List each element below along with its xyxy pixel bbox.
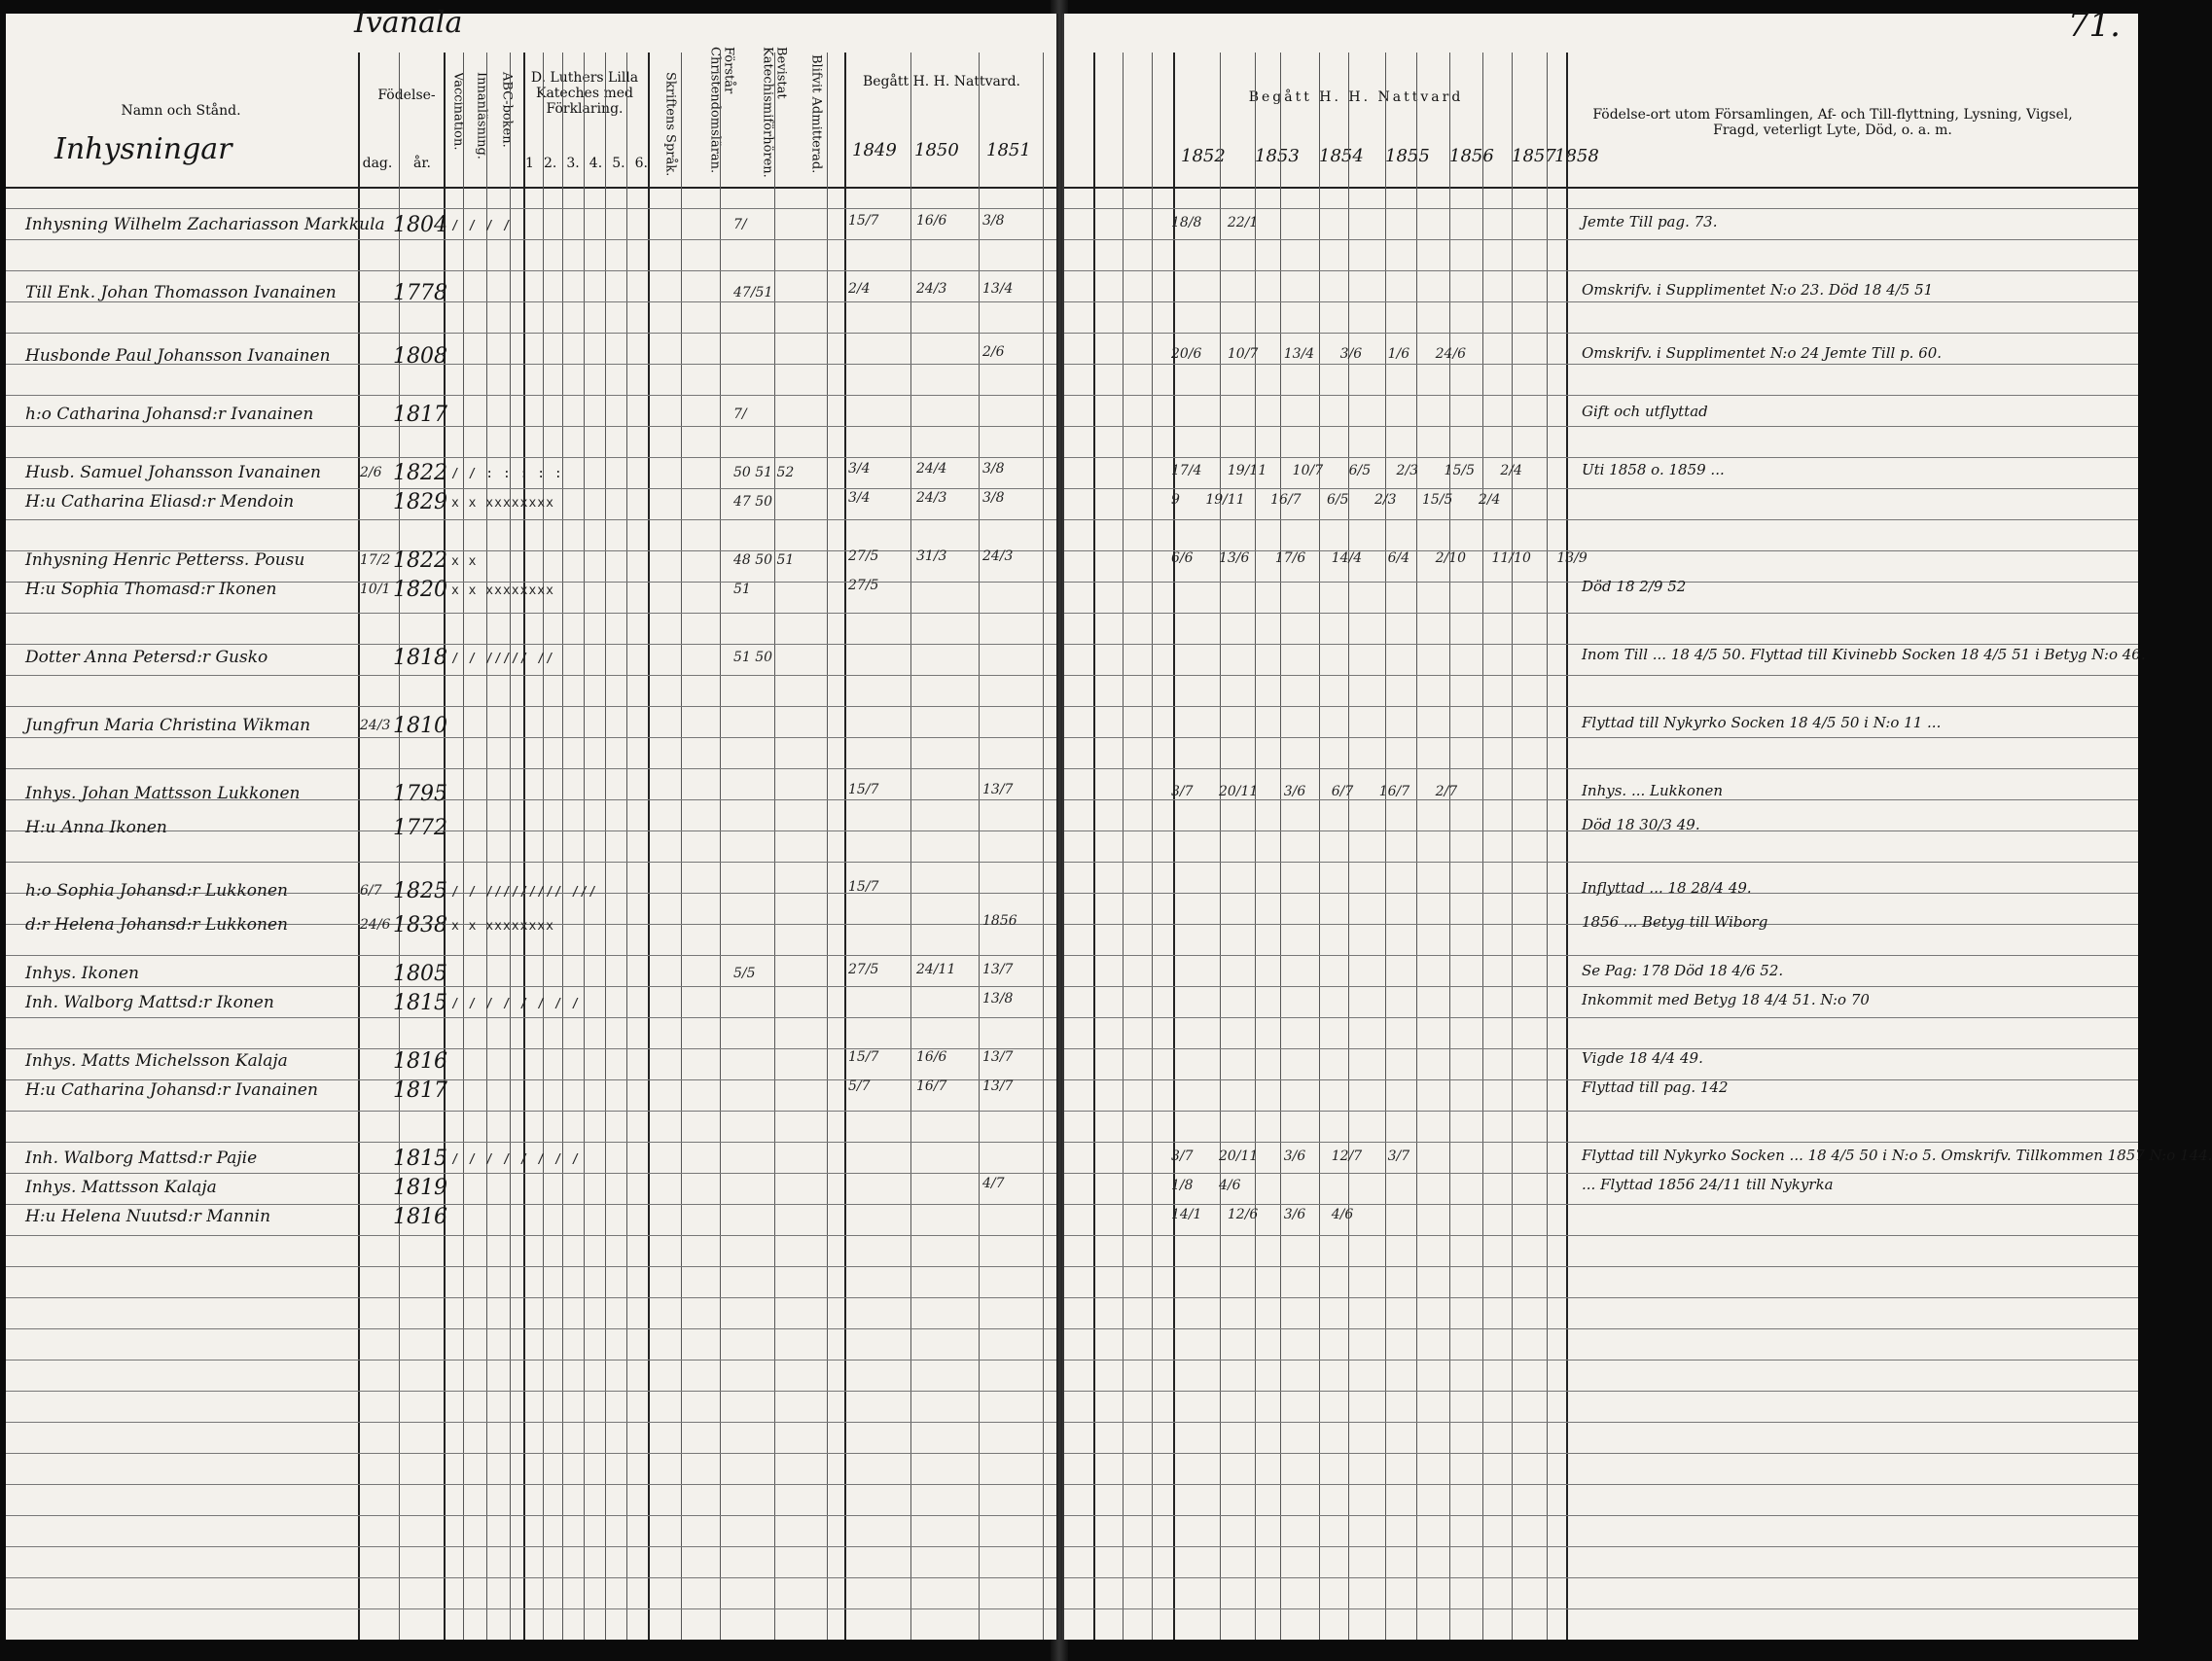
row-name: H:u Sophia Thomasd:r Ikonen (25, 580, 277, 599)
year-header: 1857 (1512, 146, 1556, 166)
row-name: Inhysning Henric Petterss. Pousu (25, 550, 305, 570)
column-rule (523, 53, 525, 1640)
row-bevistat: 7/ (733, 406, 747, 422)
row-rule (1064, 1391, 2138, 1392)
row-rule (1064, 862, 2138, 863)
row-rule (1064, 1111, 2138, 1112)
row-rule (1064, 426, 2138, 427)
row-name: Inhys. Ikonen (25, 964, 139, 983)
row-name: H:u Helena Nuutsd:r Mannin (25, 1207, 271, 1226)
row-marks: / / / / / / / / (451, 1152, 581, 1167)
row-1851: 13/7 (982, 782, 1014, 797)
row-birth-year: 1829 (393, 490, 447, 514)
row-rule (6, 239, 1056, 240)
column-rule (720, 53, 721, 1640)
row-rule (6, 1235, 1056, 1236)
row-1849: 3/4 (848, 490, 871, 506)
row-rule (6, 862, 1056, 863)
year-header: 1858 (1554, 146, 1599, 166)
column-rule (562, 53, 563, 1640)
luther-header: D. Luthers Lilla Kateches med Förklaring. (530, 70, 639, 118)
row-1850: 24/4 (916, 461, 947, 477)
year-header: 1856 (1449, 146, 1494, 166)
row-remark: Flyttad till Nykyrko Socken ... 18 4/5 50 i N:o 5. Omskrifv. Tillkommen 1857 N:o 144. (1582, 1147, 2212, 1164)
row-birth-year: 1816 (393, 1049, 447, 1074)
row-birth-day: 24/6 (360, 917, 391, 933)
row-1850: 16/6 (916, 213, 947, 229)
row-birth-year: 1808 (393, 344, 447, 369)
row-rule (1064, 986, 2138, 987)
row-name: Jungfrun Maria Christina Wikman (25, 716, 311, 735)
row-1849: 15/7 (848, 879, 879, 895)
column-rule (1482, 53, 1483, 1640)
row-rule (1064, 457, 2138, 458)
column-rule (1093, 53, 1095, 1640)
row-rule (1064, 270, 2138, 271)
row-rule (6, 1142, 1056, 1143)
row-rule (6, 519, 1056, 520)
row-marks: / / / / (451, 219, 512, 233)
forstar-header: Förstår Christendomsläran. (707, 47, 736, 174)
column-rule (510, 53, 511, 1640)
row-remark: Vigde 18 4/4 49. (1582, 1049, 1703, 1067)
row-birth-year: 1772 (393, 816, 447, 840)
row-1850: 16/7 (916, 1078, 947, 1094)
row-remark: Flyttad till Nykyrko Socken 18 4/5 50 i N:o 11 ... (1582, 714, 1942, 731)
row-marks: / / ///// // (451, 652, 554, 666)
column-rule (681, 53, 682, 1640)
row-rule (1064, 644, 2138, 645)
row-name: Inhys. Johan Mattsson Lukkonen (25, 784, 301, 803)
row-remark: Död 18 30/3 49. (1582, 816, 1700, 833)
row-rule (6, 1204, 1056, 1205)
vaccination-header: Vaccination. (450, 72, 466, 151)
column-rule (1280, 53, 1281, 1640)
column-rule (1416, 53, 1417, 1640)
row-name: h:o Catharina Johansd:r Ivanainen (25, 405, 314, 424)
row-1850: 31/3 (916, 548, 947, 564)
header-rule (6, 187, 1056, 189)
row-rule (6, 488, 1056, 489)
row-rule (6, 986, 1056, 987)
row-1851: 3/8 (982, 490, 1005, 506)
row-communion-right: 3/7 20/11 3/6 12/7 3/7 (1171, 1149, 1410, 1164)
row-rule (6, 1515, 1056, 1516)
column-rule (1566, 53, 1568, 1640)
row-rule (6, 1577, 1056, 1578)
row-birth-year: 1825 (393, 879, 447, 903)
row-rule (1064, 1235, 2138, 1236)
row-marks: / / / / / / / / (451, 997, 581, 1011)
row-rule (6, 1173, 1056, 1174)
row-birth-day: 10/1 (360, 582, 391, 597)
luther-col-4: 4. (589, 156, 603, 171)
row-remark: Se Pag: 178 Död 18 4/6 52. (1582, 962, 1784, 979)
luther-col-1: 1 (525, 156, 534, 171)
row-1851: 13/4 (982, 281, 1014, 297)
row-rule (1064, 1515, 2138, 1516)
row-communion-right: 14/1 12/6 3/6 4/6 (1171, 1207, 1354, 1222)
row-remark: Inhys. ... Lukkonen (1582, 782, 1724, 799)
column-rule (910, 53, 911, 1640)
row-rule (1064, 1142, 2138, 1143)
luther-col-5: 5. (612, 156, 625, 171)
row-rule (1064, 1546, 2138, 1547)
year-header: 1854 (1319, 146, 1364, 166)
row-marks: / / : : : : : (451, 467, 563, 481)
row-1850: 16/6 (916, 1049, 947, 1065)
row-rule (1064, 301, 2138, 302)
column-rule (648, 53, 650, 1640)
row-1851: 4/7 (982, 1176, 1005, 1191)
row-remark: Omskrifv. i Supplimentet N:o 24 Jemte Till p. 60. (1582, 344, 1943, 362)
remarks-header: Födelse-ort utom Församlingen, Af- och Till-flyttning, Lysning, Vigsel, Fragd, veterligt Lyte, Död, o. a. m. (1592, 107, 2073, 139)
row-birth-year: 1838 (393, 913, 447, 937)
row-birth-year: 1822 (393, 548, 447, 573)
luther-col-6: 6. (634, 156, 648, 171)
row-rule (1064, 1577, 2138, 1578)
row-rule (1064, 737, 2138, 738)
row-rule (1064, 239, 2138, 240)
row-rule (1064, 1017, 2138, 1018)
row-1849: 27/5 (848, 962, 879, 977)
row-marks: x x xxxxxxxx (451, 496, 554, 511)
row-rule (1064, 1453, 2138, 1454)
row-bevistat: 47 50 (733, 494, 773, 510)
row-remark: Uti 1858 o. 1859 ... (1582, 461, 1725, 478)
bevistat-header: Bevistat Katechismiförhören. (760, 47, 789, 178)
row-rule (6, 1266, 1056, 1267)
row-name: H:u Catharina Eliasd:r Mendoin (25, 492, 295, 512)
row-birth-year: 1818 (393, 646, 447, 670)
row-rule (1064, 675, 2138, 676)
year-1851: 1851 (986, 140, 1031, 160)
row-rule (1064, 1608, 2138, 1609)
row-remark: Jemte Till pag. 73. (1582, 213, 1718, 230)
row-bevistat: 5/5 (733, 966, 756, 981)
row-birth-year: 1805 (393, 962, 447, 986)
row-name: h:o Sophia Johansd:r Lukkonen (25, 881, 288, 901)
row-1851: 13/8 (982, 991, 1014, 1007)
year-header: 1855 (1385, 146, 1430, 166)
row-rule (6, 1111, 1056, 1112)
column-rule (1319, 53, 1320, 1640)
row-birth-year: 1815 (393, 991, 447, 1015)
row-remark: 1856 ... Betyg till Wiborg (1582, 913, 1768, 931)
row-marks: x x xxxxxxxx (451, 919, 554, 934)
birth-year-header: år. (413, 156, 431, 171)
column-rule (1449, 53, 1450, 1640)
column-rule (605, 53, 606, 1640)
admitterad-header: Blifvit Admitterad. (808, 54, 824, 174)
column-rule (1043, 53, 1044, 1640)
row-rule (6, 270, 1056, 271)
row-rule (1064, 364, 2138, 365)
column-rule (1123, 53, 1124, 1640)
row-birth-year: 1819 (393, 1176, 447, 1200)
row-rule (6, 1391, 1056, 1392)
row-marks: x x xxxxxxxx (451, 583, 554, 598)
row-marks: x x (451, 554, 478, 569)
right-page (1062, 6, 2212, 1640)
row-communion-right: 6/6 13/6 17/6 14/4 6/4 2/10 11/10 13/9 (1171, 550, 1588, 566)
row-remark: Död 18 2/9 52 (1582, 578, 1687, 595)
row-rule (1064, 488, 2138, 489)
row-rule (6, 613, 1056, 614)
row-birth-year: 1817 (393, 1078, 447, 1103)
row-rule (1064, 613, 2138, 614)
row-communion-right: 3/7 20/11 3/6 6/7 16/7 2/7 (1171, 784, 1458, 799)
row-name: Husb. Samuel Johansson Ivanainen (25, 463, 321, 482)
begatt-header-left: Begått H. H. Nattvard. (862, 74, 1020, 89)
abc-header: ABC-boken. (499, 72, 515, 148)
skriftens-header: Skriftens Språk. (662, 72, 678, 177)
year-1849: 1849 (852, 140, 897, 160)
column-rule (1547, 53, 1548, 1640)
row-birth-year: 1822 (393, 461, 447, 485)
row-1849: 27/5 (848, 578, 879, 593)
row-1849: 3/4 (848, 461, 871, 477)
row-rule (6, 737, 1056, 738)
row-1851: 3/8 (982, 461, 1005, 477)
year-header: 1853 (1255, 146, 1300, 166)
column-rule (626, 53, 627, 1640)
row-1851: 2/6 (982, 344, 1005, 360)
row-1851: 3/8 (982, 213, 1005, 229)
row-rule (6, 768, 1056, 769)
row-name: H:u Catharina Johansd:r Ivanainen (25, 1080, 318, 1100)
row-1850: 24/3 (916, 281, 947, 297)
column-rule (1255, 53, 1256, 1640)
row-remark: Flyttad till pag. 142 (1582, 1078, 1729, 1096)
year-header: 1852 (1181, 146, 1226, 166)
row-rule (1064, 1360, 2138, 1361)
row-birth-day: 17/2 (360, 552, 391, 568)
row-rule (6, 395, 1056, 396)
row-name: Till Enk. Johan Thomasson Ivanainen (25, 283, 337, 302)
row-name: Husbonde Paul Johansson Ivanainen (25, 346, 331, 366)
row-rule (6, 1297, 1056, 1298)
row-1850: 24/3 (916, 490, 947, 506)
row-rule (6, 1484, 1056, 1485)
row-communion-right: 20/6 10/7 13/4 3/6 1/6 24/6 (1171, 346, 1467, 362)
row-1850: 24/11 (916, 962, 956, 977)
row-rule (6, 1048, 1056, 1049)
row-communion-right: 9 19/11 16/7 6/5 2/3 15/5 2/4 (1171, 492, 1501, 508)
row-rule (6, 955, 1056, 956)
column-rule (979, 53, 980, 1640)
row-birth-day: 24/3 (360, 718, 391, 733)
row-rule (1064, 1266, 2138, 1267)
name-header: Namn och Stånd. (121, 103, 241, 119)
row-communion-right: 18/8 22/1 (1171, 215, 1259, 230)
row-rule (1064, 1204, 2138, 1205)
row-rule (6, 1546, 1056, 1547)
row-birth-year: 1804 (393, 213, 447, 237)
column-rule (584, 53, 585, 1640)
row-rule (6, 706, 1056, 707)
row-birth-year: 1817 (393, 403, 447, 427)
row-rule (6, 1017, 1056, 1018)
row-birth-year: 1795 (393, 782, 447, 806)
row-rule (1064, 395, 2138, 396)
row-1849: 27/5 (848, 548, 879, 564)
luther-col-2: 2. (543, 156, 557, 171)
column-rule (1512, 53, 1513, 1640)
row-rule (1064, 1484, 2138, 1485)
row-1851: 13/7 (982, 962, 1014, 977)
row-remark: ... Flyttad 1856 24/11 till Nykyrka (1582, 1176, 1834, 1193)
innanlasning-header: Innanläsning. (474, 72, 489, 159)
row-1849: 15/7 (848, 213, 879, 229)
row-marks: / / ///////// /// (451, 885, 598, 900)
row-1851: 13/7 (982, 1049, 1014, 1065)
row-birth-year: 1815 (393, 1147, 447, 1171)
row-rule (6, 1360, 1056, 1361)
row-name: Inhysning Wilhelm Zachariasson Markkula (25, 215, 385, 234)
row-bevistat: 50 51 52 (733, 465, 795, 480)
row-bevistat: 47/51 (733, 285, 773, 300)
row-rule (1064, 1297, 2138, 1298)
row-rule (6, 644, 1056, 645)
row-1849: 5/7 (848, 1078, 871, 1094)
row-birth-day: 6/7 (360, 883, 382, 899)
row-rule (1064, 955, 2138, 956)
row-bevistat: 7/ (733, 217, 747, 232)
row-rule (1064, 706, 2138, 707)
row-rule (1064, 1422, 2138, 1423)
column-rule (1348, 53, 1349, 1640)
row-rule (1064, 799, 2138, 800)
row-communion-right: 1/8 4/6 (1171, 1178, 1241, 1193)
column-rule (1220, 53, 1221, 1640)
row-rule (6, 1608, 1056, 1609)
column-rule (543, 53, 544, 1640)
row-name: Inh. Walborg Mattsd:r Ikonen (25, 993, 274, 1012)
row-1849: 2/4 (848, 281, 871, 297)
row-birth-year: 1820 (393, 578, 447, 602)
column-rule (1152, 53, 1153, 1640)
begatt-header-right: Begått H. H. Nattvard (1248, 89, 1464, 105)
row-1849: 15/7 (848, 782, 879, 797)
row-name: Dotter Anna Petersd:r Gusko (25, 648, 268, 667)
section-title: Inhysningar (54, 132, 232, 166)
column-rule (463, 53, 464, 1640)
row-rule (1064, 208, 2138, 209)
row-remark: Gift och utflyttad (1582, 403, 1708, 420)
row-rule (6, 675, 1056, 676)
row-bevistat: 48 50 51 (733, 552, 795, 568)
row-birth-year: 1810 (393, 714, 447, 738)
row-name: Inhys. Mattsson Kalaja (25, 1178, 217, 1197)
row-rule (1064, 1173, 2138, 1174)
row-bevistat: 51 50 (733, 650, 773, 665)
row-rule (6, 208, 1056, 209)
row-name: Inhys. Matts Michelsson Kalaja (25, 1051, 288, 1071)
page-number: 71. (2067, 6, 2121, 45)
row-1851: 24/3 (982, 548, 1014, 564)
row-remark: Inom Till ... 18 4/5 50. Flyttad till Kivinebb Socken 18 4/5 51 i Betyg N:o 46. (1582, 646, 2146, 663)
column-rule (1385, 53, 1386, 1640)
row-rule (6, 426, 1056, 427)
column-rule (486, 53, 487, 1640)
header-rule-right (1064, 187, 2138, 189)
row-remark: Inflyttad ... 18 28/4 49. (1582, 879, 1752, 897)
row-1849: 15/7 (848, 1049, 879, 1065)
row-birth-year: 1778 (393, 281, 447, 305)
birth-header: Födelse- (377, 88, 436, 103)
column-rule (774, 53, 775, 1640)
row-name: d:r Helena Johansd:r Lukkonen (25, 915, 288, 935)
birth-day-header: dag. (362, 156, 393, 171)
left-page (6, 6, 1058, 1640)
row-birth-year: 1816 (393, 1205, 447, 1229)
row-name: H:u Anna Ikonen (25, 818, 167, 837)
row-rule (1064, 1328, 2138, 1329)
row-rule (6, 1453, 1056, 1454)
column-rule (358, 53, 360, 1640)
row-1851: 1856 (982, 913, 1017, 929)
row-rule (1064, 519, 2138, 520)
column-rule (827, 53, 828, 1640)
row-bevistat: 51 (733, 582, 751, 597)
row-rule (1064, 333, 2138, 334)
row-rule (6, 457, 1056, 458)
row-rule (6, 1422, 1056, 1423)
row-rule (1064, 768, 2138, 769)
year-1850: 1850 (914, 140, 959, 160)
column-rule (844, 53, 846, 1640)
row-remark: Omskrifv. i Supplimentet N:o 23. Död 18 4/5 51 (1582, 281, 1934, 299)
row-rule (6, 333, 1056, 334)
row-birth-day: 2/6 (360, 465, 382, 480)
luther-col-3: 3. (566, 156, 580, 171)
page-title: Ivanala (354, 6, 463, 40)
row-rule (6, 1328, 1056, 1329)
row-remark: Inkommit med Betyg 18 4/4 51. N:o 70 (1582, 991, 1870, 1008)
row-communion-right: 17/4 19/11 10/7 6/5 2/3 15/5 2/4 (1171, 463, 1522, 478)
column-rule (1173, 53, 1175, 1640)
row-1851: 13/7 (982, 1078, 1014, 1094)
row-name: Inh. Walborg Mattsd:r Pajie (25, 1149, 258, 1168)
